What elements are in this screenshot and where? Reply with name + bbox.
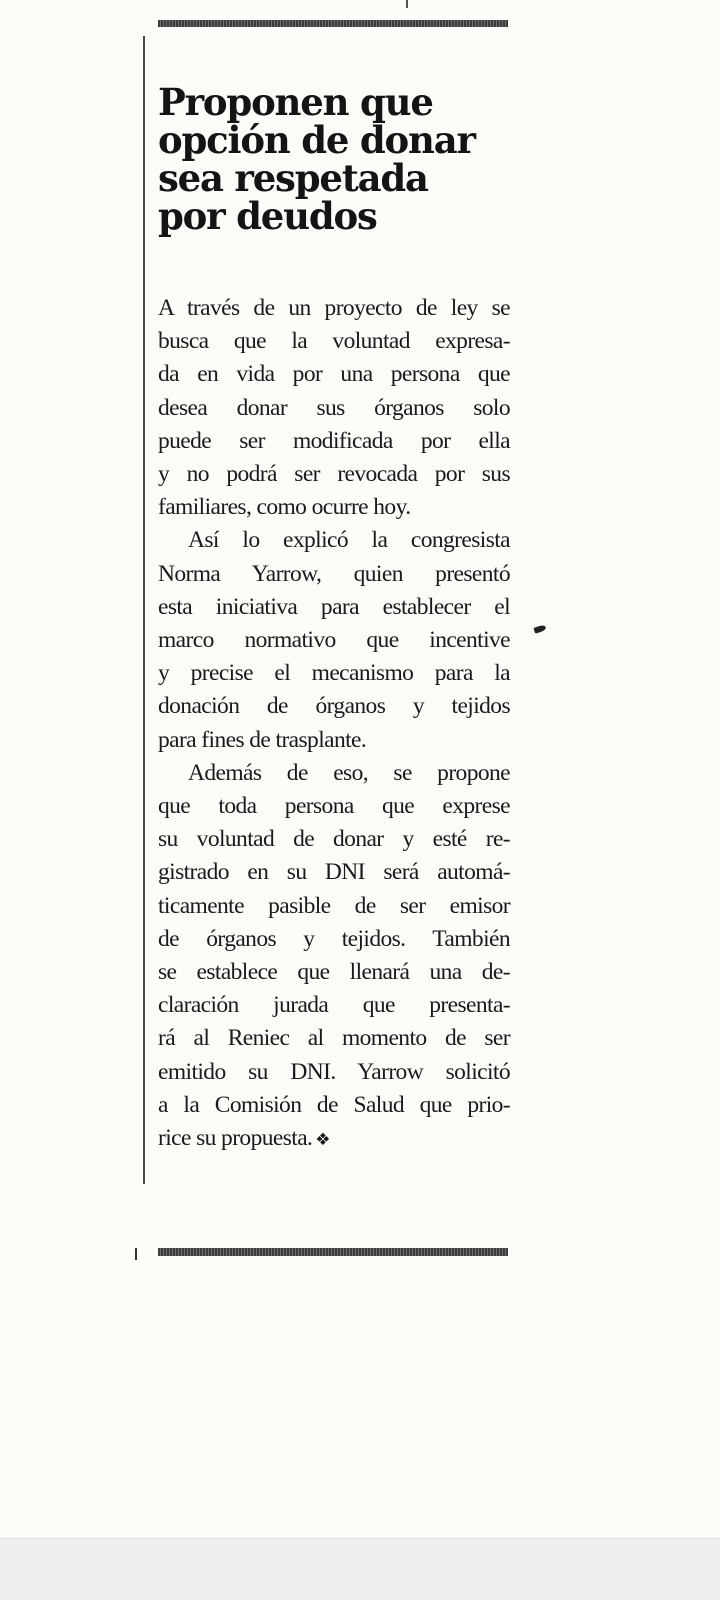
body-line: se establece que llenará una de-: [158, 959, 510, 986]
viewer-bottom-bar: [0, 1538, 720, 1600]
body-line: rá al Reniec al momento de ser: [158, 1025, 510, 1052]
ink-mark: [533, 624, 546, 633]
body-line: emitido su DNI. Yarrow solicitó: [158, 1058, 510, 1085]
end-of-article-icon: ❖: [315, 1130, 330, 1151]
body-line: esta iniciativa para establecer el: [158, 593, 510, 620]
body-line: da en vida por una persona que: [158, 361, 510, 388]
article-headline: [158, 80, 518, 238]
body-line-final: [158, 1122, 510, 1157]
body-line: de órganos y tejidos. También: [158, 925, 510, 952]
body-line: A través de un proyecto de ley se: [158, 295, 510, 321]
body-line: y no podrá ser revocada por sus: [158, 461, 510, 488]
body-line: donación de órganos y tejidos: [158, 693, 510, 720]
column-tick-top: [406, 0, 408, 8]
body-line: que toda persona que exprese: [158, 793, 510, 820]
body-line: Además de eso, se propone: [188, 759, 510, 786]
body-line: para fines de trasplante.: [158, 726, 367, 753]
column-tick-bottom: [135, 1248, 137, 1260]
body-line-text: rice su propuesta.: [158, 1125, 313, 1152]
body-line: familiares, como ocurre hoy.: [158, 494, 411, 521]
bottom-rule: [158, 1248, 508, 1256]
headline-line: Proponen que: [158, 80, 433, 124]
article-body: [158, 292, 510, 1157]
body-line: marco normativo que incentive: [158, 627, 510, 654]
body-line: Norma Yarrow, quien presentó: [158, 560, 510, 587]
headline-line: opción de donar: [158, 118, 475, 162]
top-rule: [158, 20, 508, 27]
body-line: Así lo explicó la congresista: [188, 527, 510, 554]
body-line: gistrado en su DNI será automá-: [158, 859, 510, 886]
body-line: ticamente pasible de ser emisor: [158, 892, 510, 919]
column-divider: [143, 36, 145, 1184]
headline-line: sea respetada: [158, 156, 428, 200]
body-line: y precise el mecanismo para la: [158, 660, 510, 687]
body-line: desea donar sus órganos solo: [158, 394, 510, 421]
body-line: a la Comisión de Salud que prio-: [158, 1091, 510, 1118]
headline-line: por deudos: [158, 194, 377, 238]
body-line: puede ser modificada por ella: [158, 427, 510, 454]
body-line: su voluntad de donar y esté re-: [158, 826, 510, 853]
body-line: claración jurada que presenta-: [158, 992, 510, 1019]
body-line: busca que la voluntad expresa-: [158, 328, 510, 355]
